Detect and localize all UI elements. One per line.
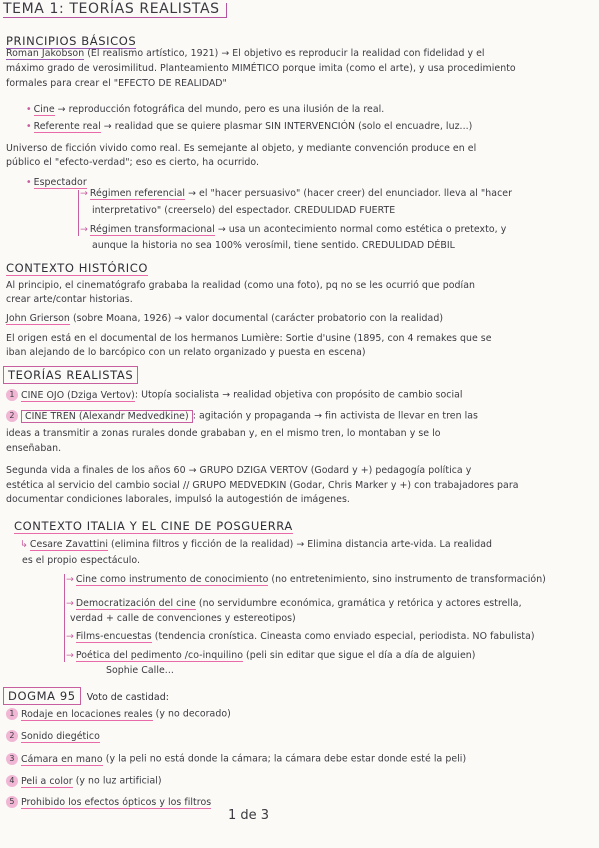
zavattini-line-2: es el propio espectáculo. (22, 555, 141, 566)
espectador-brace (78, 190, 79, 236)
principios-line-1 (6, 48, 485, 60)
number-badge: 2 (6, 410, 18, 422)
principios-heading-text: PRINCIPIOS BÁSICOS (6, 34, 137, 48)
segunda-vida-line-2: estética al servicio del cambio social // GRUPO MEDVEDKIN (Godar, Chris Marker y +) con trabajadores para (6, 480, 519, 491)
section-heading-teorias (3, 369, 138, 381)
page-title (3, 3, 227, 18)
italia-item-encuestas (66, 631, 535, 643)
arrow-icon: → (66, 631, 74, 642)
principios-line-2: máximo grado de verosimilitud. Planteamiento MIMÉTICO porque imita (como el arte), y usa procedimiento (6, 63, 516, 74)
dogma-item-rest: (y no decorado) (152, 708, 231, 720)
contexto-line-4: El origen está en el documental de los hermanos Lumière: Sortie d'usine (1895, con 4 remakes que se (6, 333, 492, 344)
italia-item-poetica (66, 650, 475, 662)
regimen-transformacional-rest: → usa un acontecimiento normal como estética o pretexto, y (214, 224, 507, 235)
espectador-text: Espectador (33, 177, 87, 188)
dogma-item-rest: (y no luz artificial) (72, 775, 162, 787)
regimen-referencial-rest: → el "hacer persuasivo" (hacer creer) del enunciador. lleva al "hacer (185, 188, 513, 199)
italia-item-4-rest: (peli sin editar que sigue el día a día de alguien) (243, 650, 476, 661)
dogma-item (6, 753, 466, 766)
cine-tren-rest: : agitación y propaganda → fin activista de llevar en tren las (192, 410, 478, 422)
contexto-heading-text: CONTEXTO HISTÓRICO (6, 261, 149, 275)
number-badge: 3 (6, 753, 18, 765)
italia-item-democratizacion (66, 598, 522, 610)
universo-line-1: Universo de ficción vivido como real. Es semejante al objeto, y mediante convención produce en el (6, 143, 477, 154)
bullet-referente-rest: → realidad que se quiere plasmar SIN INTERVENCIÓN (solo el encuadre, luz...) (100, 121, 473, 132)
regimen-referencial-line-2: interpretativo" (creerselo) del espectador. CREDULIDAD FUERTE (92, 205, 396, 216)
bullet-referente (26, 121, 472, 133)
italia-brace (64, 574, 65, 662)
dogma-item (6, 708, 231, 721)
contexto-line-5: iban alejando de lo barcópico con un relato organizado y puesta en escena) (6, 347, 366, 358)
italia-item-3-rest: (tendencia cronística. Cineasta como enviado especial, periodista. NO fabulista) (151, 631, 535, 642)
arrow-icon: → (80, 224, 88, 235)
contexto-line-1: Al principio, el cinematógrafo grababa la realidad (como una foto), pq no se les ocurrió que podían (6, 280, 475, 291)
teoria-cine-ojo (6, 389, 463, 402)
dogma-subtitle: Voto de castidad: (86, 692, 169, 703)
bullet-cine-rest: → reproducción fotográfica del mundo, pero es una ilusión de la real. (54, 104, 385, 115)
page-number: 1 de 3 (228, 808, 270, 823)
zavattini-rest: (elimina filtros y ficción de la realidad) → Elimina distancia arte-vida. La realidad (108, 539, 493, 550)
segunda-vida-line-3: documentar condiciones laborales, impulsó la autogestión de imágenes. (6, 494, 350, 505)
arrow-icon: → (66, 574, 74, 585)
regimen-transformacional-term: Régimen transformacional (89, 224, 215, 235)
cine-ojo-rest: : Utopía socialista → realidad objetiva con propósito de cambio social (134, 389, 463, 401)
principios-line-3: formales para crear el "EFECTO DE REALIDAD" (6, 78, 227, 89)
teoria-cine-tren (6, 410, 478, 423)
bullet-star-icon: • (26, 121, 32, 132)
bullet-star-icon: • (26, 177, 32, 188)
cine-tren-term: CINE TREN (Alexandr Medvedkine) (21, 410, 193, 423)
number-badge: 2 (6, 730, 18, 742)
teorias-heading-text: TEORÍAS REALISTAS (3, 366, 138, 384)
principios-line-1-rest: (El realismo artístico, 1921) → El objetivo es reproducir la realidad con fidelidad y el (84, 48, 485, 59)
italia-item-1-term: Cine como instrumento de conocimiento (75, 574, 269, 585)
bullet-cine (26, 104, 384, 116)
universo-line-2: público el "efecto-verdad"; eso es cierto, ha ocurrido. (6, 157, 260, 168)
italia-item-3-term: Films-encuestas (75, 631, 152, 642)
arrow-icon: ↳ (20, 539, 28, 550)
italia-item-2-rest: (no servidumbre económica, gramática y retórica y actores estrella, (195, 598, 522, 609)
regimen-referencial-term: Régimen referencial (89, 188, 186, 199)
cine-ojo-term: CINE OJO (Dziga Vertov) (21, 389, 135, 401)
dogma-item-rest: (y la peli no está donde la cámara; la cámara debe estar donde esté la peli) (102, 753, 467, 765)
contexto-line-3 (6, 313, 443, 325)
section-heading-principios (6, 35, 136, 47)
bullet-referente-term: Referente real (33, 121, 101, 132)
dogma-item-term: Sonido diegético (21, 730, 100, 742)
cine-tren-line-3: enseñaban. (6, 443, 62, 454)
dogma-item (6, 775, 162, 788)
section-heading-contexto (6, 262, 148, 274)
contexto-line-3-rest: (sobre Moana, 1926) → valor documental (carácter probatorio con la realidad) (69, 313, 444, 324)
number-badge: 5 (6, 796, 18, 808)
zavattini-line-1 (20, 539, 492, 551)
page-title-text: TEMA 1: TEORÍAS REALISTAS (3, 1, 220, 17)
section-heading-italia (14, 520, 293, 532)
arrow-icon: → (66, 598, 74, 609)
number-badge: 4 (6, 775, 18, 787)
bullet-cine-term: Cine (33, 104, 55, 115)
italia-item-4-term: Poética del pedimento /co-inquilino (75, 650, 243, 661)
segunda-vida-line-1: Segunda vida a finales de los años 60 → GRUPO DZIGA VERTOV (Godard y +) pedagogía política y (6, 465, 472, 476)
arrow-icon: → (80, 188, 88, 199)
italia-item-2-line-2: verdad + calle de convenciones y estereotipos) (70, 613, 296, 624)
espectador-label (26, 177, 87, 189)
italia-item-1-rest: (no entretenimiento, sino instrumento de transformación) (268, 574, 546, 585)
arrow-icon: → (66, 650, 74, 661)
cine-tren-line-2: ideas a transmitir a zonas rurales donde grababan y, en el mismo tren, lo montaban y se lo (6, 428, 441, 439)
italia-item-conocimiento (66, 574, 546, 586)
dogma-item-term: Rodaje en locaciones reales (21, 708, 153, 720)
bullet-star-icon: • (26, 104, 32, 115)
zavattini-name: Cesare Zavattini (29, 539, 109, 550)
dogma-heading-text: DOGMA 95 (3, 687, 81, 705)
dogma-item-term: Peli a color (21, 775, 73, 787)
italia-item-2-term: Democratización del cine (75, 598, 196, 609)
regimen-transformacional-line-2: aunque la historia no sea 100% verosímil, tiene sentido. CREDULIDAD DÉBIL (92, 240, 455, 251)
regimen-transformacional (80, 224, 506, 236)
number-badge: 1 (6, 389, 18, 401)
contexto-line-2: crear arte/contar historias. (6, 294, 133, 305)
italia-heading-text: CONTEXTO ITALIA Y EL CINE DE POSGUERRA (14, 519, 293, 533)
italia-item-4-line-2: Sophie Calle... (106, 665, 174, 676)
regimen-referencial (80, 188, 512, 200)
dogma-item (6, 796, 211, 809)
dogma-item (6, 730, 100, 743)
dogma-item-term: Prohibido los efectos ópticos y los filtros (21, 796, 212, 808)
jakobson-name: Roman Jakobson (6, 48, 85, 59)
dogma-item-term: Cámara en mano (21, 753, 103, 765)
section-heading-dogma (3, 690, 169, 704)
grierson-name: John Grierson (6, 313, 70, 324)
number-badge: 1 (6, 708, 18, 720)
